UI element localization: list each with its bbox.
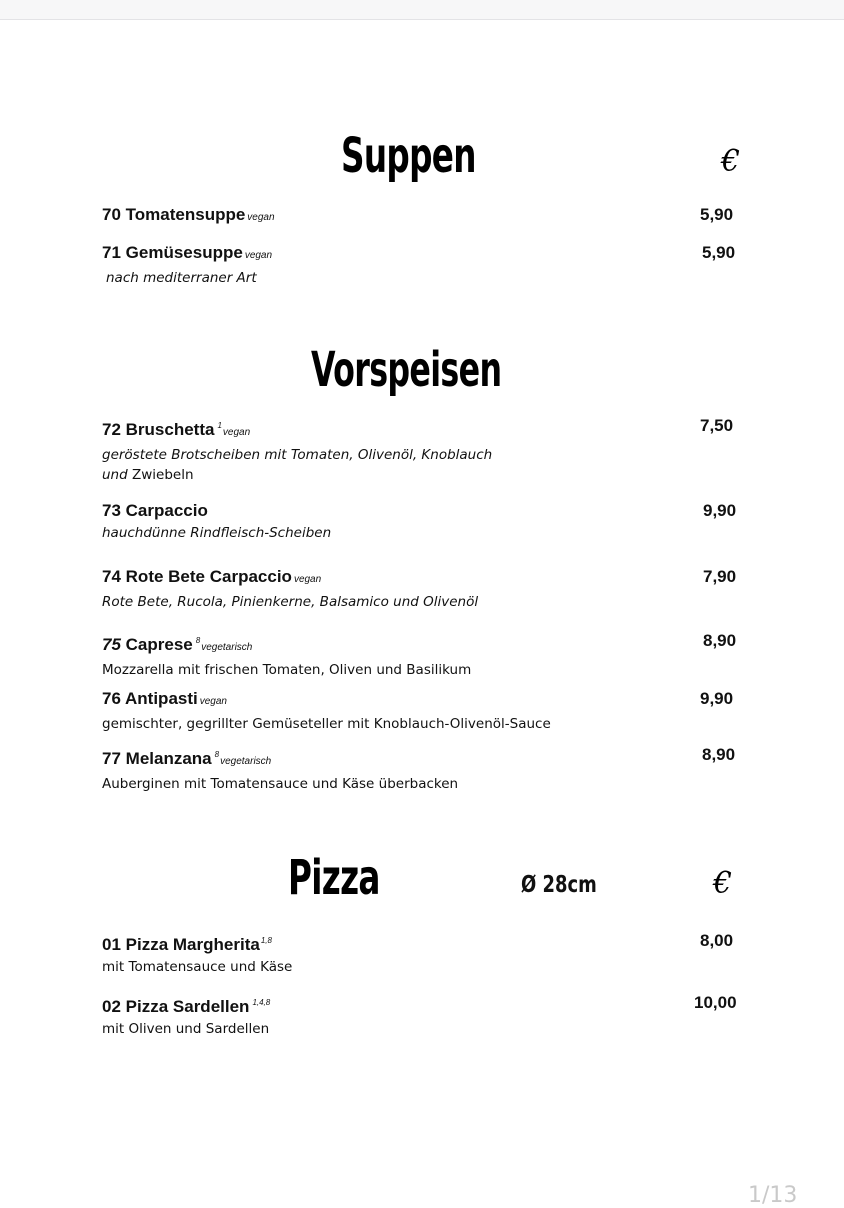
item-price: 10,00 (694, 993, 737, 1012)
item-name: 02 Pizza Sardellen $^{1,4,8}$ (102, 997, 271, 1016)
menu-item-77 (102, 745, 752, 795)
item-price: 9,90 (700, 689, 734, 708)
currency-header-pizza: € (713, 866, 733, 901)
item-description: Auberginen mit Tomatensauce und Käse überbacken (102, 776, 459, 792)
item-description: geröstete Brotscheiben mit Tomaten, Olivenöl, Knoblauch (102, 447, 493, 463)
item-name: 01 Pizza Margherita$^{1,8}$ (102, 935, 272, 954)
item-price: 7,50 (700, 416, 734, 435)
item-description: hauchdünne Rindfleisch-Scheiben (102, 525, 332, 541)
item-price: 9,90 (703, 501, 737, 520)
item-name: 72 Bruschetta $^1$vegan (102, 420, 251, 439)
item-name: 74 Rote Bete Carpaccio vegan (102, 567, 322, 586)
diet-tag: vegan (247, 212, 275, 223)
item-description: nach mediterraner Art (106, 270, 257, 286)
menu-item-71 (102, 243, 752, 293)
diet-tag: vegan (244, 250, 273, 261)
menu-item-73 (102, 501, 752, 551)
item-description: Mozzarella mit frischen Tomaten, Oliven und Basilikum (102, 662, 472, 678)
section-title-suppen: Suppen (341, 128, 476, 184)
viewer-top-bar (0, 0, 844, 20)
menu-item-74 (102, 567, 752, 617)
diet-tag: vegan (293, 574, 322, 585)
item-description: gemischter, gegrillter Gemüseteller mit Knoblauch-Olivenöl-Sauce (102, 716, 551, 732)
section-title-vorspeisen: Vorspeisen (311, 342, 502, 398)
item-price: 8,90 (702, 745, 736, 764)
diet-tag: vegan (199, 696, 227, 707)
allergen-note: 1,4,8 (252, 998, 271, 1007)
item-price: 8,90 (703, 631, 737, 650)
menu-item-75 (102, 631, 752, 681)
menu-item-02 (102, 993, 752, 1043)
item-description: mit Oliven und Sardellen (102, 1021, 270, 1037)
item-name: 71 Gemüsesuppe vegan (102, 243, 273, 262)
item-name: 75 Caprese $^8$vegetarisch (102, 635, 253, 654)
menu-page (0, 20, 844, 1208)
allergen-note: 8 (214, 750, 220, 759)
pizza-size-label: Ø 28cm (521, 872, 597, 898)
item-price: 7,90 (703, 567, 737, 586)
item-name: 73 Carpaccio (102, 501, 208, 520)
diet-tag: vegetarisch (201, 642, 253, 653)
item-description: Rote Bete, Rucola, Pinienkerne, Balsamico und Olivenöl (102, 594, 479, 610)
item-description: mit Tomatensauce und Käse (102, 959, 293, 975)
menu-item-01 (102, 931, 752, 981)
menu-item-72 (102, 416, 752, 483)
item-name: 77 Melanzana $^8$vegetarisch (102, 749, 272, 768)
menu-item-76 (102, 689, 752, 739)
item-name: 70 Tomatensuppe vegan (102, 205, 275, 224)
section-title-pizza: Pizza (288, 850, 380, 906)
currency-header-suppen: € (721, 144, 741, 179)
item-description-line-2: und Zwiebeln (102, 467, 194, 483)
item-price: 8,00 (700, 931, 734, 950)
diet-tag: vegan (222, 427, 251, 438)
diet-tag: vegetarisch (220, 756, 272, 767)
item-price: 5,90 (702, 243, 736, 262)
allergen-note: 8 (195, 636, 201, 645)
allergen-note: 1 (217, 421, 222, 430)
item-name: 76 Antipasti vegan (102, 689, 227, 708)
page-indicator: 1/13 (748, 1183, 798, 1208)
item-price: 5,90 (700, 205, 734, 224)
allergen-note: 1,8 (260, 936, 272, 945)
